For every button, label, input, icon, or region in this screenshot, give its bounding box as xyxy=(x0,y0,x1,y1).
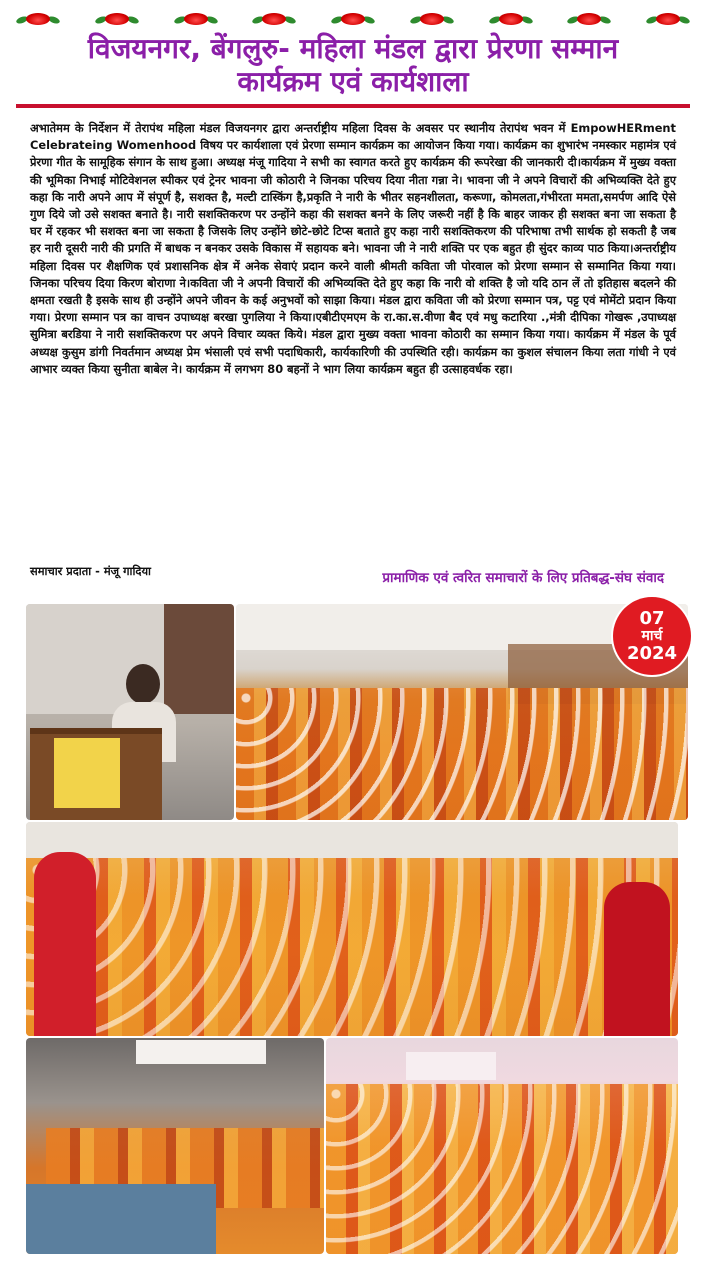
rose-icon xyxy=(646,12,690,26)
news-source: समाचार प्रदाता - मंजू गादिया xyxy=(30,564,151,578)
page-title xyxy=(16,32,690,98)
article-footer xyxy=(30,564,676,586)
speaker-at-podium-photo xyxy=(26,604,234,820)
date-month: मार्च xyxy=(641,627,663,644)
rose-icon xyxy=(489,12,533,26)
rose-border xyxy=(16,8,690,30)
rose-icon xyxy=(567,12,611,26)
title-line-2: कार्यक्रम एवं कार्यशाला xyxy=(237,65,469,98)
title-divider xyxy=(16,104,690,108)
seated-front-row-photo xyxy=(26,1038,324,1254)
rose-icon xyxy=(174,12,218,26)
award-group-photo xyxy=(326,1038,678,1254)
rose-icon xyxy=(331,12,375,26)
title-line-1: विजयनगर, बेंगलुरु- महिला मंडल द्वारा प्रेरणा सम्मान xyxy=(87,32,619,65)
article-body: अभातेमम के निर्देशन में तेरापंथ महिला मंडल विजयनगर द्वारा अन्तर्राष्ट्रीय महिला दिवस के अवसर पर स्थानीय तेरापंथ भवन में EmpowHERment Celebrateing Womenhood विषय पर कार्यशाला एवं प्रेरणा सम्मान कार्यक्रम का आयोजन किया गया। कार्यक्रम का शुभारंभ नमस्कार महामंत्र एवं प्रेरणा गीत के सामूहिक संगान के साथ हुआ। अध्यक्ष मंजू गादिया ने सभी का स्वागत करते हुए कार्यक्रम की रूपरेखा की जानकारी दी।कार्यक्रम में मुख्य वक्ता की भूमिका निभाई मोटिवेशनल स्पीकर एवं ट्रेनर भावना जी कोठारी ने जिनका परिचय दिया नीता गन्ना ने। भावना जी ने अपने विचारों की अभिव्यक्ति देते हुए कहा कि नारी अपने आप में संपूर्ण है, सशक्त है, मल्टी टास्किंग है,प्रकृति ने नारी के भीतर सहनशीलता, करूणा, कोमलता,गंभीरता ममता,समर्पण आदि ऐसे गुण दिये जो उसे सशक्त बनाते है। नारी सशक्तिकरण पर उन्होंने कहा की सशक्त बनने के लिए जरूरी नहीं है कि बाहर जाकर ही सशक्त बना जा सकता है घर में रहकर भी सशक्त बना जा सकता है जिसके लिए उन्होंने छोटे-छोटे टिप्स बताते हुए कहा नारी सशक्तिकरण की परिभाषा तभी सार्थक हो सकती है जब हर नारी दूसरी नारी की प्रगति में बाधक न बनकर उसके विकास में सहायक बने। भावना जी ने नारी शक्ति पर एक बहुत ही सुंदर काव्य पाठ किया।अन्तर्राष्ट्रीय महिला दिवस पर शैक्षणिक एवं प्रशासनिक क्षेत्र में अनेक सेवाएं प्रदान करने वाली श्रीमती कविता जी पोरवाल को प्रेरणा सम्मान से सम्मानित किया गया। जिनका परिचय दिया किरण बोराणा ने।कविता जी ने अपनी विचारों की अभिव्यक्ति देते हुए कहा कि नारी वो शक्ति है जो यदि ठान लें तो इतिहास बदलने की क्षमता रखती है इसके साथ ही उन्होंने अपने जीवन के कई अनुभवों को साझा किया। मंडल द्वारा कविता जी को प्रेरणा सम्मान पत्र, पट्ट एवं मोमेंटो प्रदान किया गया। प्रेरणा सम्मान पत्र का वाचन उपाध्यक्ष बरखा पुगलिया ने किया।एबीटीएमएम के रा.का.स.वीणा बैद एवं मधु कटारिया .,मंत्री दीपिका गोखरू ,उपाध्यक्ष सुमित्रा बरडिया ने नारी सशक्तिकरण पर अपने विचार व्यक्त किये। मंडल द्वारा मुख्य वक्ता भावना कोठारी का सम्मान किया गया। कार्यक्रम में मंडल के पूर्व अध्यक्ष कुसुम डांगी निवर्तमान अध्यक्ष प्रेम भंसाली एवं सभी पदाधिकारी, कार्यकारिणी की उपस्थिति रही। कार्यक्रम का कुशल संचालन किया लता गांधी ने एवं आभार व्यक्त किया सुनीता बाबेल ने। कार्यक्रम में लगभग 80 बहनों ने भाग लिया कार्यक्रम बहुत ही उत्साहवर्धक रहा। xyxy=(30,121,676,376)
tagline: प्रामाणिक एवं त्वरित समाचारों के लिए प्रतिबद्ध-संघ संवाद xyxy=(382,570,664,586)
group-photo xyxy=(26,822,678,1036)
rose-icon xyxy=(252,12,296,26)
date-day: 07 xyxy=(639,607,665,629)
date-year: 2024 xyxy=(626,642,678,664)
rose-icon xyxy=(410,12,454,26)
rose-icon xyxy=(95,12,139,26)
rose-icon xyxy=(16,12,60,26)
date-badge xyxy=(613,597,691,675)
